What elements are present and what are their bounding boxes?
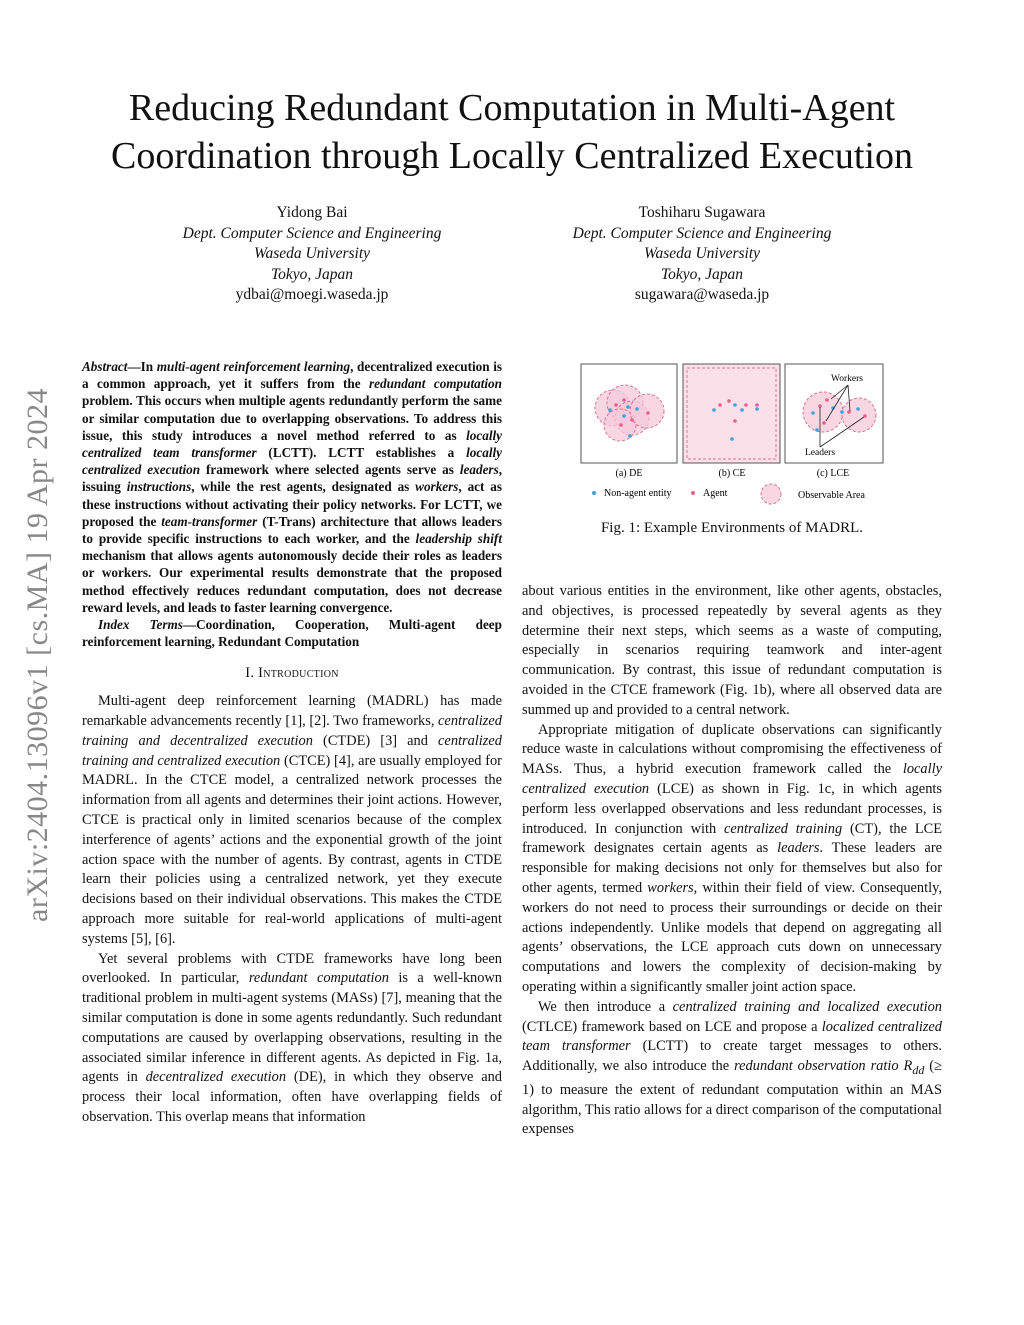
author-dept: Dept. Computer Science and Engineering bbox=[182, 224, 442, 242]
entity-dot bbox=[815, 428, 819, 432]
sublabel-de: (a) DE bbox=[615, 468, 643, 479]
agent-dot bbox=[614, 403, 618, 407]
author-dept: Dept. Computer Science and Engineering bbox=[572, 224, 832, 242]
right-paragraph-1: about various entities in the environment, like other agents, obstacles, and objectives, is processed repeatedly by several agents as they determine their next steps, which seems as a waste of computing, especially in scenarios requiring teamwork and inter-agent communication. By contrast, this issue of redundant computation is avoided in the CTCE framework (Fig. 1b), where all observed data are summed up and provided to a central network. bbox=[522, 583, 942, 718]
agent-dot bbox=[744, 403, 748, 407]
author-name: Yidong Bai bbox=[276, 204, 348, 221]
entity-dot bbox=[712, 408, 716, 412]
figure-1-svg bbox=[580, 363, 884, 513]
agent-dot bbox=[822, 421, 826, 425]
author-univ: Waseda University bbox=[253, 245, 371, 262]
section-heading-introduction: I. Introduction bbox=[245, 665, 339, 682]
author-name: Toshiharu Sugawara bbox=[638, 204, 766, 221]
author-location: Tokyo, Japan bbox=[660, 265, 744, 283]
observable-area bbox=[630, 394, 664, 428]
author-email[interactable]: ydbai@moegi.waseda.jp bbox=[235, 286, 389, 303]
entity-dot bbox=[740, 408, 744, 412]
abstract-label: Abstract bbox=[82, 359, 128, 374]
agent-dot bbox=[619, 423, 623, 427]
author-block-2 bbox=[522, 203, 882, 306]
legend-area-label: Observable Area bbox=[798, 490, 865, 501]
intro-paragraph-1: Multi-agent deep reinforcement learning (MADRL) has made remarkable advancements recently [1], [2]. Two frameworks, centralized training and decentralized execution (CTDE) [3] and centralized training and centralized execution (CTCE) [4], are usually employed for MADRL. In the CTCE model, a centralized network processes the information from all agents and determines their joint actions. However, CTCE is practical only in limited scenarios because of the complex interference of agents’ actions and the exponential growth of the joint action space with the number of agents. By contrast, agents in CTDE learn their policies using a centralized network, yet they execute decisions based on their individual observations. This makes the CTDE approach more suitable for real-world applications of multi-agent systems [5], [6]. bbox=[82, 693, 502, 947]
figure-1 bbox=[580, 363, 884, 513]
entity-dot bbox=[628, 434, 632, 438]
agent-dot bbox=[733, 419, 737, 423]
legend-entity-swatch bbox=[592, 491, 596, 495]
left-column bbox=[82, 358, 502, 1128]
right-paragraph-3: We then introduce a centralized training and localized execution (CTLCE) framework based on LCE and propose a localized centralized team transformer (LCTT) to create target messages to others. Additionally, we also introduce the redundant observation ratio $R_{dd}$ (≥ 1) to measure the extent of redundant computation within an MAS algorithm, This ratio allows for a direct comparison of the computational expenses bbox=[522, 998, 943, 1138]
title-line-2: Coordination through Locally Centralized Execution bbox=[110, 135, 913, 177]
author-location: Tokyo, Japan bbox=[270, 265, 354, 283]
workers-label: Workers bbox=[831, 374, 863, 384]
author-block-1 bbox=[132, 203, 492, 306]
entity-dot bbox=[635, 407, 639, 411]
title-line-1: Reducing Redundant Computation in Multi-Agent bbox=[128, 87, 896, 129]
sublabel-lce: (c) LCE bbox=[816, 468, 850, 479]
entity-dot bbox=[755, 407, 759, 411]
leaders-label: Leaders bbox=[804, 448, 836, 458]
author-univ: Waseda University bbox=[643, 245, 761, 262]
index-terms-label: Index Terms bbox=[98, 617, 183, 633]
abstract: Abstract—In multi-agent reinforcement learning, decentralized execution is a common approach, yet it suffers from the redundant computation problem. This occurs when multiple agents redundantly perform the same or similar computation due to overlapping observations. To address this issue, this study introduces a novel method referred to as locally centralized team transformer (LCTT). LCTT establishes a locally centralized execution framework where selected agents serve as leaders, issuing instructions, while the rest agents, designated as workers, act as these instructions without activating their policy networks. For LCTT, we proposed the team-transformer (T-Trans) architecture that allows leaders to provide specific instructions to each worker, and the leadership shift mechanism that allows agents autonomously decide their roles as leaders or workers. Our experimental results demonstrate that the proposed method effectively reduces redundant computation, does not decrease reward levels, and leads to faster learning convergence. bbox=[82, 359, 503, 615]
right-column bbox=[522, 582, 942, 1140]
right-paragraph-2: Appropriate mitigation of duplicate observations can significantly reduce waste in calculations without compromising the effectiveness of MASs. Thus, a hybrid execution framework called the locally centralized execution (LCE) as shown in Fig. 1c, in which agents perform less overlapped observations and less redundant processes, is introduced. In conjunction with centralized training (CT), the LCE framework designates certain agents as leaders. These leaders are responsible for making decisions not only for themselves but also for other agents, termed workers, within their field of view. Consequently, workers do not need to process their surroundings or decide on their actions independently. Unlike models that depend on aggregating all agents’ observations, the LCE approach cuts down on unnecessary computations and lowers the complexity of decision-making by operating within a significantly smaller joint action space. bbox=[522, 721, 942, 995]
legend-agent-label: Agent bbox=[703, 488, 728, 499]
agent-dot bbox=[718, 403, 722, 407]
entity-dot bbox=[626, 405, 630, 409]
author-email[interactable]: sugawara@waseda.jp bbox=[634, 286, 770, 303]
observable-area bbox=[842, 398, 876, 432]
agent-dot bbox=[755, 403, 759, 407]
figure-1-caption: Fig. 1: Example Environments of MADRL. bbox=[600, 520, 864, 536]
arxiv-stamp bbox=[8, 346, 68, 964]
panel-ce-frame bbox=[683, 364, 780, 463]
entity-dot bbox=[856, 407, 860, 411]
entity-dot bbox=[840, 410, 844, 414]
entity-dot bbox=[730, 437, 734, 441]
paper-title bbox=[0, 84, 1024, 180]
observable-area bbox=[803, 392, 843, 432]
agent-dot bbox=[825, 398, 829, 402]
sublabel-ce: (b) CE bbox=[718, 468, 746, 479]
legend-entity-label: Non-agent entity bbox=[604, 488, 672, 499]
entity-dot bbox=[733, 403, 737, 407]
agent-dot bbox=[646, 411, 650, 415]
agent-dot bbox=[727, 399, 731, 403]
arxiv-stamp-text: arXiv:2404.13096v1 [cs.MA] 19 Apr 2024 bbox=[21, 388, 54, 922]
index-terms: Index Terms—Coordination, Cooperation, Multi-agent deep reinforcement learning, Redundant Computation bbox=[82, 617, 502, 650]
entity-dot bbox=[608, 408, 612, 412]
entity-dot bbox=[622, 414, 626, 418]
agent-dot bbox=[630, 418, 634, 422]
legend-agent-swatch bbox=[691, 491, 695, 495]
entity-dot bbox=[811, 411, 815, 415]
agent-dot bbox=[622, 398, 626, 402]
intro-paragraph-2: Yet several problems with CTDE frameworks have long been overlooked. In particular, redundant computation is a well-known traditional problem in multi-agent systems (MASs) [7], meaning that the similar computation is done in some agents redundantly. Such redundant computations are caused by overlapping observations, resulting in the associated similar inference in different agents. As depicted in Fig. 1a, agents in decentralized execution (DE), in which they observe and process their local information, often have overlapping fields of observation. This overlap means that information bbox=[82, 950, 502, 1125]
legend-area-swatch bbox=[761, 484, 781, 504]
